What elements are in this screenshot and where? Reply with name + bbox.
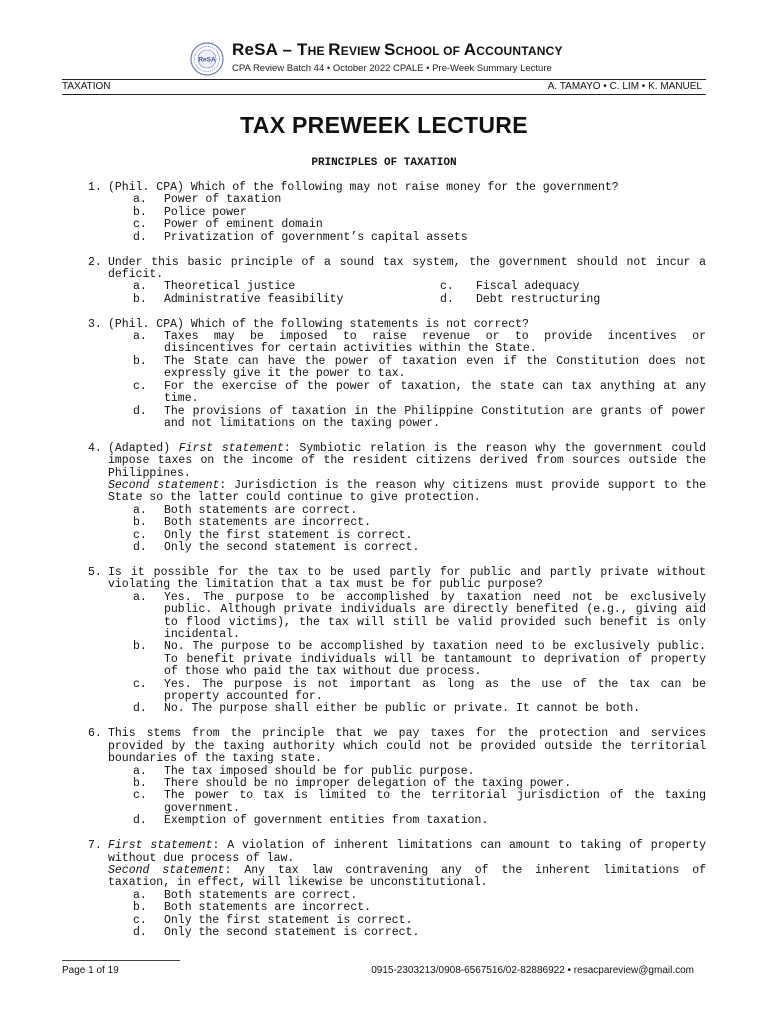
option-item: d. The provisions of taxation in the Philippine Constitution are grants of power and not limitations on the taxing power. [133, 404, 706, 430]
option-list [108, 505, 706, 555]
document-header [62, 40, 706, 80]
option-item: a. Both statements are correct. [133, 888, 358, 902]
option-item: d. Exemption of government entities from taxation. [133, 814, 489, 828]
option-item: c. Only the first statement is correct. [133, 913, 413, 927]
option-item: b. Administrative feasibility [133, 292, 344, 306]
option-item: a. Theoretical justice [133, 280, 296, 294]
question-text: (Phil. CPA) Which of the following may not raise money for the government? [108, 181, 619, 194]
option-item: d. Only the second statement is correct. [133, 541, 420, 555]
option-list [108, 194, 706, 244]
option-list [108, 331, 706, 430]
question-number: 5. [88, 565, 102, 579]
option-item: b. The State can have the power of taxation even if the Constitution does not expressly give it the power to tax. [133, 354, 706, 381]
option-item: b. Police power [133, 205, 247, 219]
question-text: This stems from the principle that we pay taxes for the protection and services provided by the taxing authority which could not be provided outside the territorial boundaries of the taxing state. [108, 727, 706, 766]
brand-block [232, 40, 563, 74]
second-statement: Second statement: Any tax law contravening any of the inherent limitations of taxation, in effect, will likewise be unconstitutional. [108, 863, 707, 890]
question-text: (Phil. CPA) Which of the following statements is not correct? [108, 317, 529, 331]
authors-label: A. TAMAYO • C. LIM • K. MANUEL [547, 81, 702, 92]
question-item [88, 840, 706, 939]
first-statement: (Adapted) First statement: Symbiotic relation is the reason why the government could impose taxes on the income of the resident citizens derived from sources outside the Philippines. [108, 441, 706, 480]
option-item: b. No. The purpose to be accomplished by taxation need to be exclusively public. To benefit private individuals will be tantamount to deprivation of property of those who paid the tax without due process. [133, 640, 706, 679]
footer-divider [62, 960, 180, 961]
option-item: a. Power of taxation [133, 193, 282, 207]
option-item: c. Only the first statement is correct. [133, 528, 413, 542]
option-item: a. Both statements are correct. [133, 503, 358, 517]
option-list [108, 890, 706, 940]
option-grid [108, 281, 706, 306]
option-item: d. Debt restructuring [440, 292, 601, 306]
brand-letters: A [463, 40, 477, 59]
second-statement: Second statement: Jurisdiction is the reason why citizens must provide support to the State so the latter could continue to give protection. [108, 479, 706, 505]
question-number: 4. [88, 441, 102, 455]
question-text: Is it possible for the tax to be used partly for public and partly private without violating the limitation that a tax must be for public purpose? [108, 565, 706, 592]
question-item [88, 567, 706, 716]
option-item: b. There should be no improper delegation of the taxing power. [133, 776, 572, 790]
option-list [108, 592, 706, 716]
option-item: c. Yes. The purpose is not important as long as the use of the tax can be property accounted for. [133, 677, 706, 704]
question-number: 1. [88, 181, 102, 194]
option-item: a. Yes. The purpose to be accomplished by taxation need not be exclusively public. Although private individuals are directly benefited (e.g., giving aid to flood victims), the tax will still be valid provided such benefit is only incidental. [133, 590, 706, 641]
option-item: a. Taxes may be imposed to raise revenue or to provide incentives or disincentives for certain activities within the State. [133, 330, 706, 356]
option-item: c. Fiscal adequacy [440, 280, 580, 294]
option-list [108, 766, 706, 828]
brand-letters: CCOUNTANCY [476, 44, 563, 58]
question-number: 7. [88, 839, 102, 853]
question-number: 3. [88, 317, 102, 331]
option-item: d. Privatization of government’s capital assets [133, 230, 468, 244]
question-item [88, 443, 706, 555]
svg-text:ReSA: ReSA [198, 56, 216, 64]
question-item [88, 728, 706, 827]
option-item: c. Power of eminent domain [133, 218, 323, 232]
option-item: c. The power to tax is limited to the territorial jurisdiction of the taxing government. [133, 789, 706, 815]
subject-rule-row [62, 79, 706, 95]
batch-subline: CPA Review Batch 44 • October 2022 CPALE • Pre-Week Summary Lecture [232, 63, 552, 74]
option-item: b. Both statements are incorrect. [133, 516, 372, 530]
questions-list [88, 182, 706, 952]
brand-letters: CHOOL OF [395, 44, 464, 58]
question-item [88, 319, 706, 431]
brand-letters: R [328, 40, 341, 59]
option-item: c. For the exercise of the power of taxation, the state can tax anything at any time. [133, 379, 706, 406]
option-item: d. Only the second statement is correct. [133, 925, 420, 939]
resa-logo [190, 42, 224, 76]
question-text: Under this basic principle of a sound tax system, the government should not incur a deficit. [108, 255, 706, 281]
question-number: 2. [88, 255, 102, 269]
subject-label: TAXATION [62, 81, 111, 92]
option-item: d. No. The purpose shall either be public or private. It cannot be both. [133, 702, 641, 716]
brand-letters: T [297, 40, 308, 59]
question-number: 6. [88, 727, 102, 741]
question-item [88, 257, 706, 307]
brand-school-name [297, 42, 563, 59]
question-item [88, 182, 706, 244]
brand-letters: HE [307, 44, 329, 58]
page-footer [62, 960, 706, 980]
contact-info: 0915-2303213/0908-6567516/02-82886922 • resacpareview@gmail.com [371, 965, 694, 976]
brand-letters: S [383, 40, 396, 59]
page-title: TAX PREWEEK LECTURE [240, 112, 528, 138]
section-subtitle: PRINCIPLES OF TAXATION [311, 157, 457, 169]
brand-title: ReSA – THE REVIEW SCHOOL OF ACCOUNTANCY [232, 40, 563, 59]
first-statement: First statement: A violation of inherent limitations can amount to taking of property without due process of law. [108, 839, 706, 865]
option-item: b. Both statements are incorrect. [133, 901, 372, 915]
brand-letters: EVIEW [340, 44, 384, 58]
option-item: a. The tax imposed should be for public purpose. [133, 764, 475, 778]
page-number: Page 1 of 19 [62, 965, 119, 976]
